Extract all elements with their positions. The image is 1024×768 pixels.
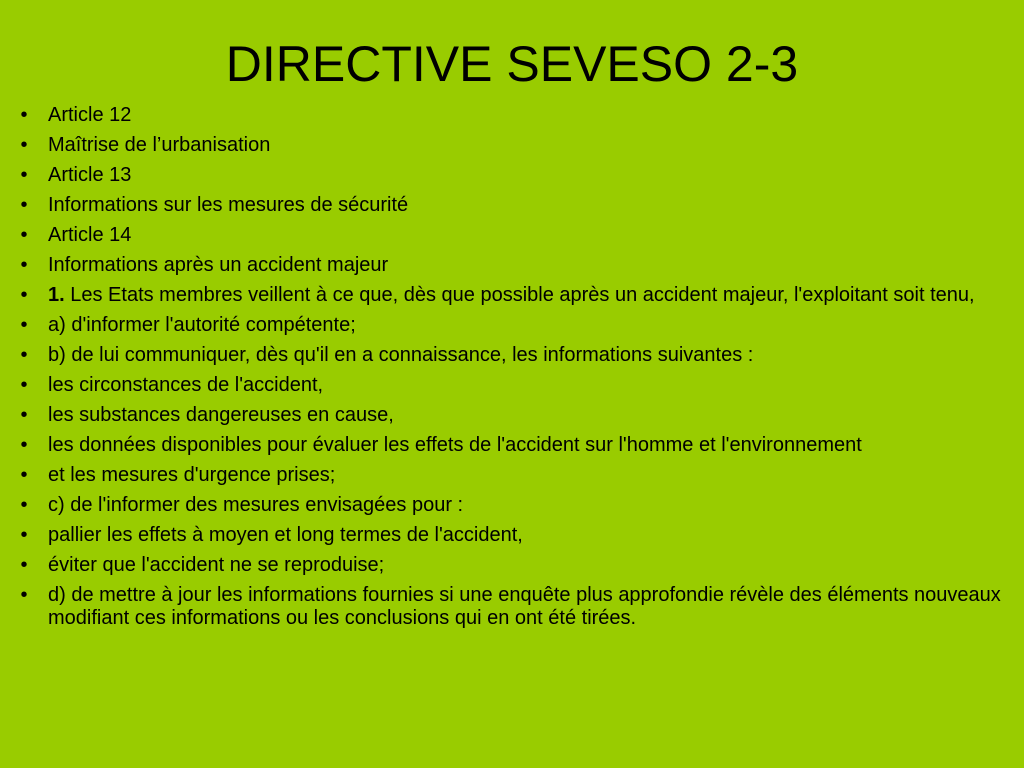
bullet-dot-icon: • (20, 524, 28, 546)
slide-title: DIRECTIVE SEVESO 2-3 (225, 36, 799, 92)
bullet-item (14, 374, 1004, 397)
bullet-text: b) de lui communiquer, dès qu'il en a connaissance, les informations suivantes : (48, 344, 754, 366)
bullet-dot-icon: • (20, 164, 28, 186)
bullet-text: les circonstances de l'accident, (48, 374, 324, 396)
bullet-text: Informations sur les mesures de sécurité (48, 194, 409, 216)
bullet-text: Maîtrise de l’urbanisation (48, 134, 271, 156)
bullet-dot-icon: • (20, 584, 28, 606)
bullet-dot-icon: • (20, 194, 28, 216)
bullet-dot-icon: • (20, 314, 28, 336)
bullet-text: Informations après un accident majeur (48, 254, 389, 276)
bullet-item (14, 494, 1004, 517)
bullet-item (14, 134, 1004, 157)
bullet-text: a) d'informer l'autorité compétente; (48, 314, 356, 336)
bullet-item (14, 404, 1004, 427)
bullet-item (14, 194, 1004, 217)
bullet-dot-icon: • (20, 134, 28, 156)
bullet-text: c) de l'informer des mesures envisagées pour : (48, 494, 464, 516)
bullet-item (14, 344, 1004, 367)
bullet-list (14, 104, 1004, 637)
bullet-dot-icon: • (20, 494, 28, 516)
bullet-text: Article 14 (48, 224, 132, 246)
bullet-item (14, 254, 1004, 277)
bullet-item (14, 554, 1004, 577)
bullet-item (14, 314, 1004, 337)
bullet-item (14, 224, 1004, 247)
bullet-dot-icon: • (20, 284, 28, 306)
bullet-text: les données disponibles pour évaluer les effets de l'accident sur l'homme et l'environnement (48, 434, 862, 456)
bullet-dot-icon: • (20, 344, 28, 366)
bullet-item (14, 464, 1004, 487)
bullet-lead: 1. (48, 284, 65, 306)
bullet-dot-icon: • (20, 374, 28, 396)
bullet-dot-icon: • (20, 554, 28, 576)
bullet-item (14, 524, 1004, 547)
bullet-text: les substances dangereuses en cause, (48, 404, 394, 426)
bullet-dot-icon: • (20, 104, 28, 126)
bullet-text: et les mesures d'urgence prises; (48, 464, 336, 486)
bullet-dot-icon: • (20, 404, 28, 426)
bullet-item (14, 104, 1004, 127)
bullet-item (14, 584, 1004, 630)
bullet-item (14, 164, 1004, 187)
bullet-text: pallier les effets à moyen et long termes de l'accident, (48, 524, 523, 546)
bullet-text: Article 12 (48, 104, 132, 126)
bullet-dot-icon: • (20, 224, 28, 246)
bullet-text: Article 13 (48, 164, 132, 186)
bullet-text: éviter que l'accident ne se reproduise; (48, 554, 385, 576)
bullet-text: Les Etats membres veillent à ce que, dès que possible après un accident majeur, l'exploitant soit tenu, (64, 284, 975, 306)
bullet-dot-icon: • (20, 464, 28, 486)
bullet-dot-icon: • (20, 254, 28, 276)
bullet-item (14, 434, 1004, 457)
bullet-text: d) de mettre à jour les informations fournies si une enquête plus approfondie révèle des éléments nouveaux modifiant ces informations ou les conclusions qui en ont été tirées. (48, 584, 1001, 629)
bullet-item (14, 284, 1004, 307)
bullet-dot-icon: • (20, 434, 28, 456)
